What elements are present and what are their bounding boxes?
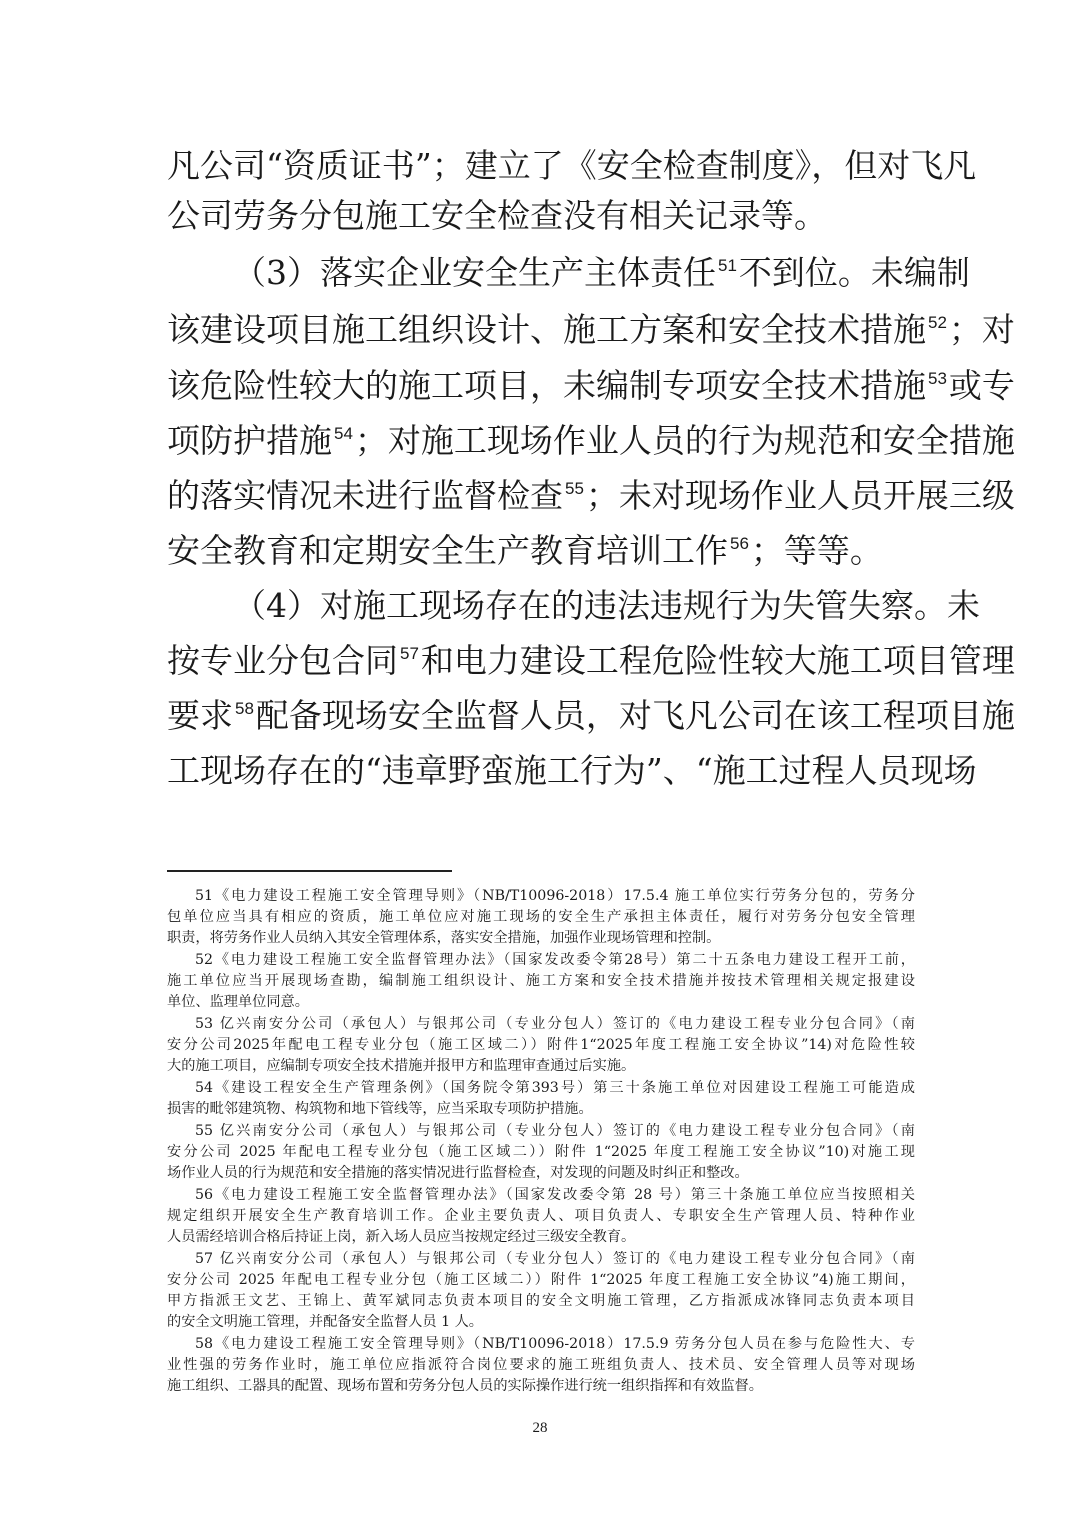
footnote-52 bbox=[167, 951, 915, 970]
footnote-56 bbox=[167, 1186, 915, 1205]
body-line bbox=[167, 696, 1015, 736]
footnote-57 bbox=[167, 1250, 915, 1269]
body-line bbox=[167, 641, 1015, 681]
footnote-line: 包单位应当具有相应的资质，施工单位应对施工现场的安全生产承担主体责任，履行对劳务分包安全管理 bbox=[167, 909, 915, 925]
body-line: 工现场存在的“违章野蛮施工行为”、“施工过程人员现场 bbox=[167, 751, 977, 790]
footnote-ref-51: 51 bbox=[718, 256, 737, 275]
footnote-line: 施工组织、工器具的配置、现场布置和劳务分包人员的实际操作进行统一组织指挥和有效监督。 bbox=[167, 1378, 763, 1394]
footnote-line: 单位、监理单位同意。 bbox=[167, 994, 309, 1010]
body-text: ；对施工现场作业人员的行为规范和安全措施 bbox=[354, 421, 1015, 460]
footnote-text: 54《建设工程安全生产管理条例》（国务院令第393号）第三十条施工单位对因建设工程施工可能造成 bbox=[195, 1080, 915, 1096]
footnote-line: 大的施工项目，应编制专项安全技术措施并报甲方和监理审查通过后实施。 bbox=[167, 1058, 636, 1074]
body-text: 不到位。未编制 bbox=[738, 253, 970, 292]
body-text: 安全教育和定期安全生产教育培训工作 bbox=[167, 531, 728, 570]
body-text: 项防护措施 bbox=[167, 421, 332, 460]
body-text: 该建设项目施工组织设计、施工方案和安全技术措施 bbox=[167, 310, 926, 349]
footnote-line: 规定组织开展安全生产教育培训工作。企业主要负责人、项目负责人、专职安全生产管理人员、特种作业 bbox=[167, 1208, 915, 1224]
paragraph-3-line bbox=[167, 253, 970, 293]
body-text: （3）落实企业安全生产主体责任 bbox=[233, 253, 716, 292]
footnote-separator bbox=[167, 870, 452, 872]
body-text: ；等等。 bbox=[750, 531, 883, 570]
footnote-line: 施工单位应当开展现场查勘，编制施工组织设计、施工方案和安全技术措施并按技术管理相关规定报建设 bbox=[167, 973, 915, 989]
footnote-ref-56: 56 bbox=[730, 534, 749, 553]
paragraph-4-line bbox=[167, 586, 980, 626]
footnote-54 bbox=[167, 1079, 915, 1098]
footnote-text: 58《电力建设工程施工安全管理导则》（NB/T10096-2018）17.5.9 劳务分包人员在参与危险性大、专 bbox=[195, 1336, 915, 1352]
footnote-ref-57: 57 bbox=[400, 644, 419, 663]
footnote-line: 安分公司 2025 年配电工程专业分包（施工区域二））附件 1“2025 年度工程施工安全协议”10)对施工现 bbox=[167, 1144, 915, 1160]
footnote-ref-58: 58 bbox=[235, 699, 254, 718]
body-line bbox=[167, 476, 1015, 516]
body-text: 按专业分包合同 bbox=[167, 641, 398, 680]
footnote-text: 53 亿兴南安分公司（承包人）与银邦公司（专业分包人）签订的《电力建设工程专业分包合同》（南 bbox=[195, 1016, 915, 1032]
body-text: 的落实情况未进行监督检查 bbox=[167, 476, 563, 515]
page-number: 28 bbox=[532, 1420, 548, 1436]
footnote-line: 场作业人员的行为规范和安全措施的落实情况进行监督检查，对发现的问题及时纠正和整改。 bbox=[167, 1165, 749, 1181]
footnote-ref-52: 52 bbox=[928, 313, 947, 332]
footnote-line: 职责，将劳务作业人员纳入其安全管理体系，落实安全措施，加强作业现场管理和控制。 bbox=[167, 930, 721, 946]
body-text: ；未对现场作业人员开展三级 bbox=[585, 476, 1015, 515]
footnote-55 bbox=[167, 1122, 915, 1141]
body-text: 要求 bbox=[167, 696, 233, 735]
body-line bbox=[167, 531, 915, 571]
body-line: 凡公司“资质证书”；建立了《安全检查制度》，但对飞凡 bbox=[167, 146, 977, 185]
footnote-line: 安分公司2025年配电工程专业分包（施工区域二））附件1“2025年度工程施工安全协议”14)对危险性较 bbox=[167, 1037, 915, 1053]
footnote-text: 52《电力建设工程施工安全监督管理办法》（国家发改委令第28号）第二十五条电力建设工程开工前， bbox=[195, 952, 915, 968]
body-line bbox=[167, 421, 1015, 461]
footnote-line: 损害的毗邻建筑物、构筑物和地下管线等，应当采取专项防护措施。 bbox=[167, 1101, 593, 1117]
footnote-ref-55: 55 bbox=[565, 479, 584, 498]
body-text: （4）对施工现场存在的违法违规行为失管失察。未 bbox=[233, 586, 980, 625]
footnote-text: 51《电力建设工程施工安全管理导则》（NB/T10096-2018）17.5.4 施工单位实行劳务分包的，劳务分 bbox=[195, 888, 915, 904]
footnote-line: 的安全文明施工管理，并配备安全监督人员 1 人。 bbox=[167, 1314, 483, 1330]
body-line bbox=[167, 366, 1015, 406]
footnote-text: 56《电力建设工程施工安全监督管理办法》（国家发改委令第 28 号）第三十条施工单位应当按照相关 bbox=[195, 1187, 915, 1203]
body-line bbox=[167, 310, 1015, 350]
footnote-line: 安分公司 2025 年配电工程专业分包（施工区域二））附件 1“2025 年度工程施工安全协议”4)施工期间， bbox=[167, 1272, 915, 1288]
footnote-text: 55 亿兴南安分公司（承包人）与银邦公司（专业分包人）签订的《电力建设工程专业分包合同》（南 bbox=[195, 1123, 915, 1139]
footnote-line: 甲方指派王文艺、王锦上、黄军斌同志负责本项目的安全文明施工管理，乙方指派成冰锋同志负责本项目 bbox=[167, 1293, 915, 1309]
footnote-51 bbox=[167, 887, 915, 906]
footnote-text: 57 亿兴南安分公司（承包人）与银邦公司（专业分包人）签订的《电力建设工程专业分包合同》（南 bbox=[195, 1251, 915, 1267]
footnote-58 bbox=[167, 1335, 915, 1354]
body-text: 该危险性较大的施工项目，未编制专项安全技术措施 bbox=[167, 366, 926, 405]
footnote-ref-53: 53 bbox=[928, 369, 947, 388]
footnote-53 bbox=[167, 1015, 915, 1034]
footnote-line: 人员需经培训合格后持证上岗，新入场人员应当按规定经过三级安全教育。 bbox=[167, 1229, 636, 1245]
footnote-ref-54: 54 bbox=[334, 424, 353, 443]
body-line: 公司劳务分包施工安全检查没有相关记录等。 bbox=[167, 196, 827, 235]
footnote-line: 业性强的劳务作业时，施工单位应指派符合岗位要求的施工班组负责人、技术员、安全管理人员等对现场 bbox=[167, 1357, 915, 1373]
body-text: 或专 bbox=[948, 366, 1015, 405]
body-text: 配备现场安全监督人员，对飞凡公司在该工程项目施 bbox=[255, 696, 1015, 735]
body-text: ；对 bbox=[948, 310, 1015, 349]
body-text: 和电力建设工程危险性较大施工项目管理 bbox=[420, 641, 1015, 680]
